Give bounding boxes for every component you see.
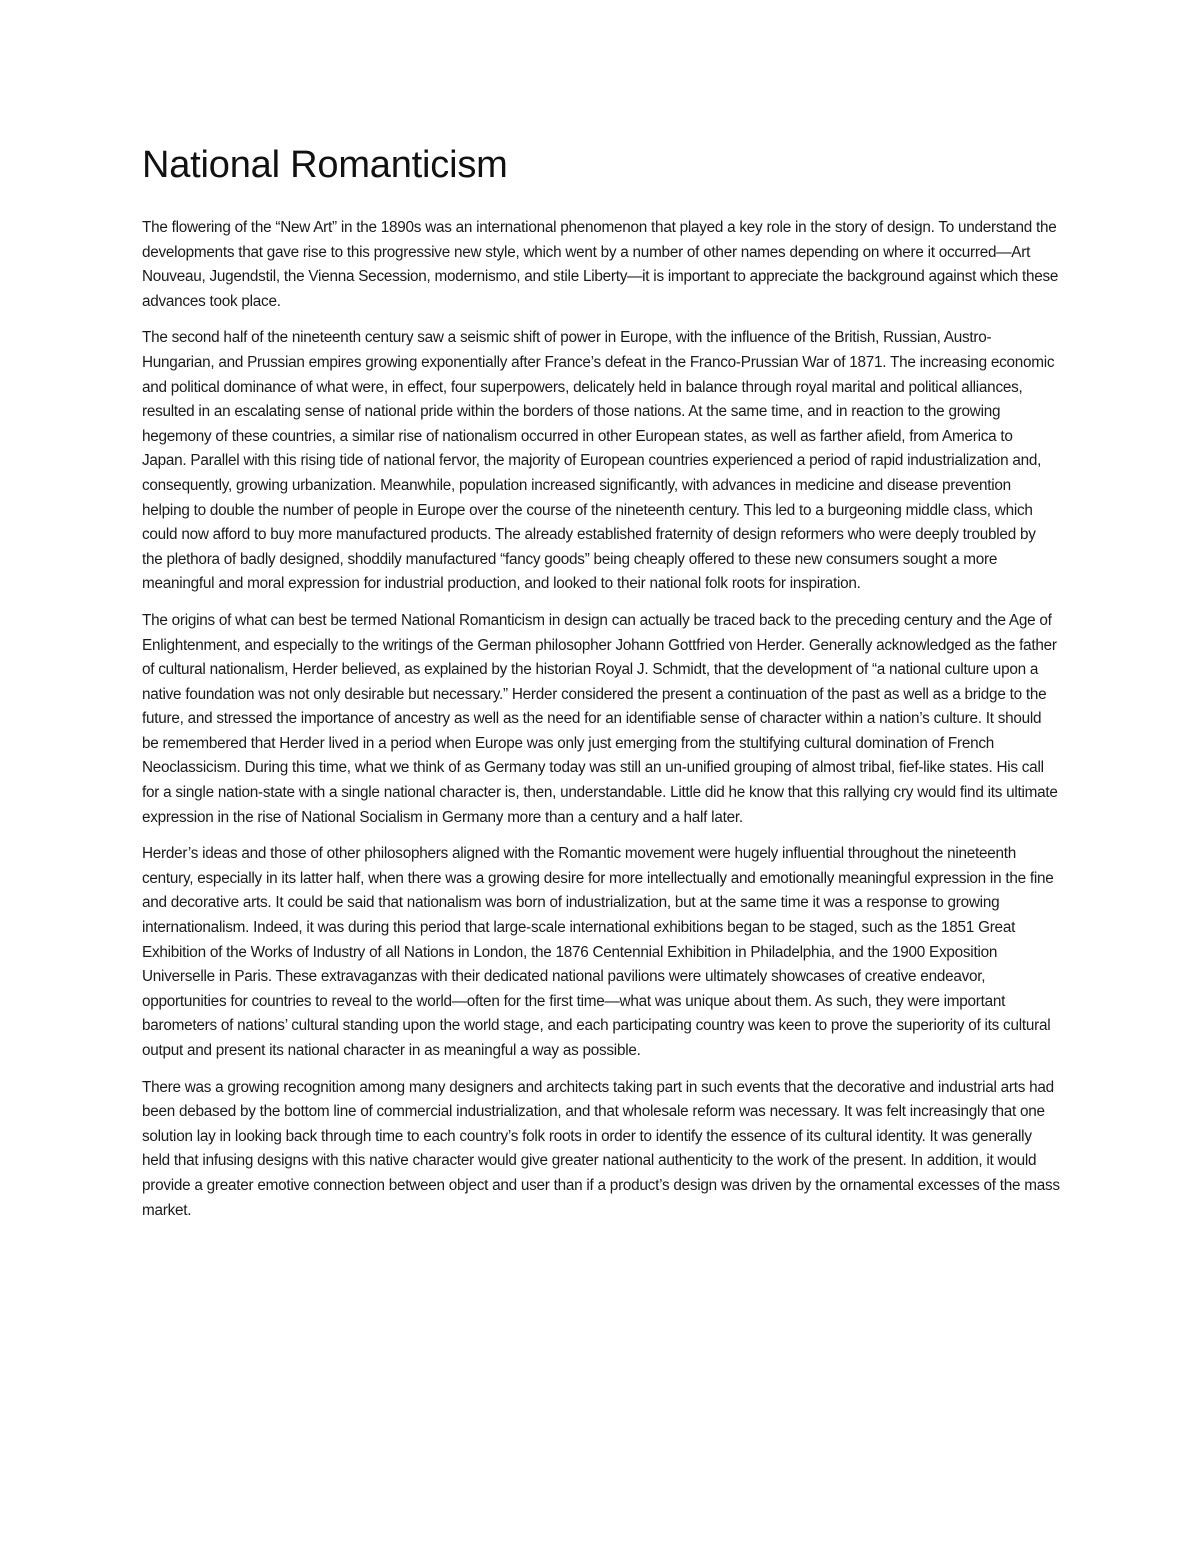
paragraph-5: There was a growing recognition among many designers and architects taking part in such events that the decorative and industrial arts had been debased by the bottom line of commercial industrialization, and that wholesale reform was necessary. It was felt increasingly that one solution lay in looking back through time to each country’s folk roots in order to identify the essence of its cultural identity. It was generally held that infusing designs with this native character would give greater national authenticity to the work of the present. In addition, it would provide a greater emotive connection between object and user than if a product’s design was driven by the ornamental excesses of the mass market. (142, 1078, 1060, 1219)
paragraph-3: The origins of what can best be termed National Romanticism in design can actually be traced back to the preceding century and the Age of Enlightenment, and especially to the writings of the German philosopher Johann Gottfried von Herder. Generally acknowledged as the father of cultural nationalism, Herder believed, as explained by the historian Royal J. Schmidt, that the development of “a national culture upon a native foundation was not only desirable but necessary.” Herder considered the present a continuation of the past as well as a bridge to the future, and stressed the importance of ancestry as well as the need for an identifiable sense of character within a nation’s culture. It should be remembered that Herder lived in a period when Europe was only just emerging from the stultifying cultural domination of French Neoclassicism. During this time, what we think of as Germany today was still an un-unified grouping of almost tribal, fief-like states. His call for a single nation-state with a single national character is, then, understandable. Little did he know that this rallying cry would find its ultimate expression in the rise of National Socialism in Germany more than a century and a half later. (142, 611, 1058, 826)
paragraph-4: Herder’s ideas and those of other philosophers aligned with the Romantic movement were hugely influential throughout the nineteenth century, especially in its latter half, when there was a growing desire for more intellectually and emotionally meaningful expression in the fine and decorative arts. It could be said that nationalism was born of industrialization, but at the same time it was a response to growing internationalism. Indeed, it was during this period that large-scale international exhibitions began to be staged, such as the 1851 Great Exhibition of the Works of Industry of all Nations in London, the 1876 Centennial Exhibition in Philadelphia, and the 1900 Exposition Universelle in Paris. These extravaganzas with their dedicated national pavilions were ultimately showcases of creative endeavor, opportunities for countries to reveal to the world—often for the first time—what was unique about them. As such, they were important barometers of nations’ cultural standing upon the world stage, and each participating country was keen to prove the superiority of its cultural output and present its national character in as meaningful a way as possible. (142, 845, 1054, 1059)
paragraph-1: The flowering of the “New Art” in the 1890s was an international phenomenon that played a key role in the story of design. To understand the developments that gave rise to this progressive new style, which went by a number of other names depending on where it occurred—Art Nouveau, Jugendstil, the Vienna Secession, modernismo, and stile Liberty—it is important to appreciate the background against which these advances took place. (142, 219, 1059, 310)
page-title: National Romanticism (142, 144, 508, 186)
paragraph-2: The second half of the nineteenth century saw a seismic shift of power in Europe, with the influence of the British, Russian, Austro-Hungarian, and Prussian empires growing exponentially after France’s defeat in the Franco-Prussian War of 1871. The increasing economic and political dominance of what were, in effect, four superpowers, delicately held in balance through royal marital and political alliances, resulted in an escalating sense of national pride within the borders of those nations. At the same time, and in reaction to the growing hegemony of these countries, a similar rise of nationalism occurred in other European states, as well as farther afield, from America to Japan. Parallel with this rising tide of national fervor, the majority of European countries experienced a period of rapid industrialization and, consequently, growing urbanization. Meanwhile, population increased significantly, with advances in medicine and disease prevention helping to double the number of people in Europe over the course of the nineteenth century. This led to a burgeoning middle class, which could now afford to buy more manufactured products. The already established fraternity of design reformers who were deeply troubled by the plethora of badly designed, shoddily manufactured “fancy goods” being cheaply offered to these new consumers sought a more meaningful and moral expression for industrial production, and looked to their national folk roots for inspiration. (142, 329, 1055, 593)
document-body (142, 142, 1060, 1235)
